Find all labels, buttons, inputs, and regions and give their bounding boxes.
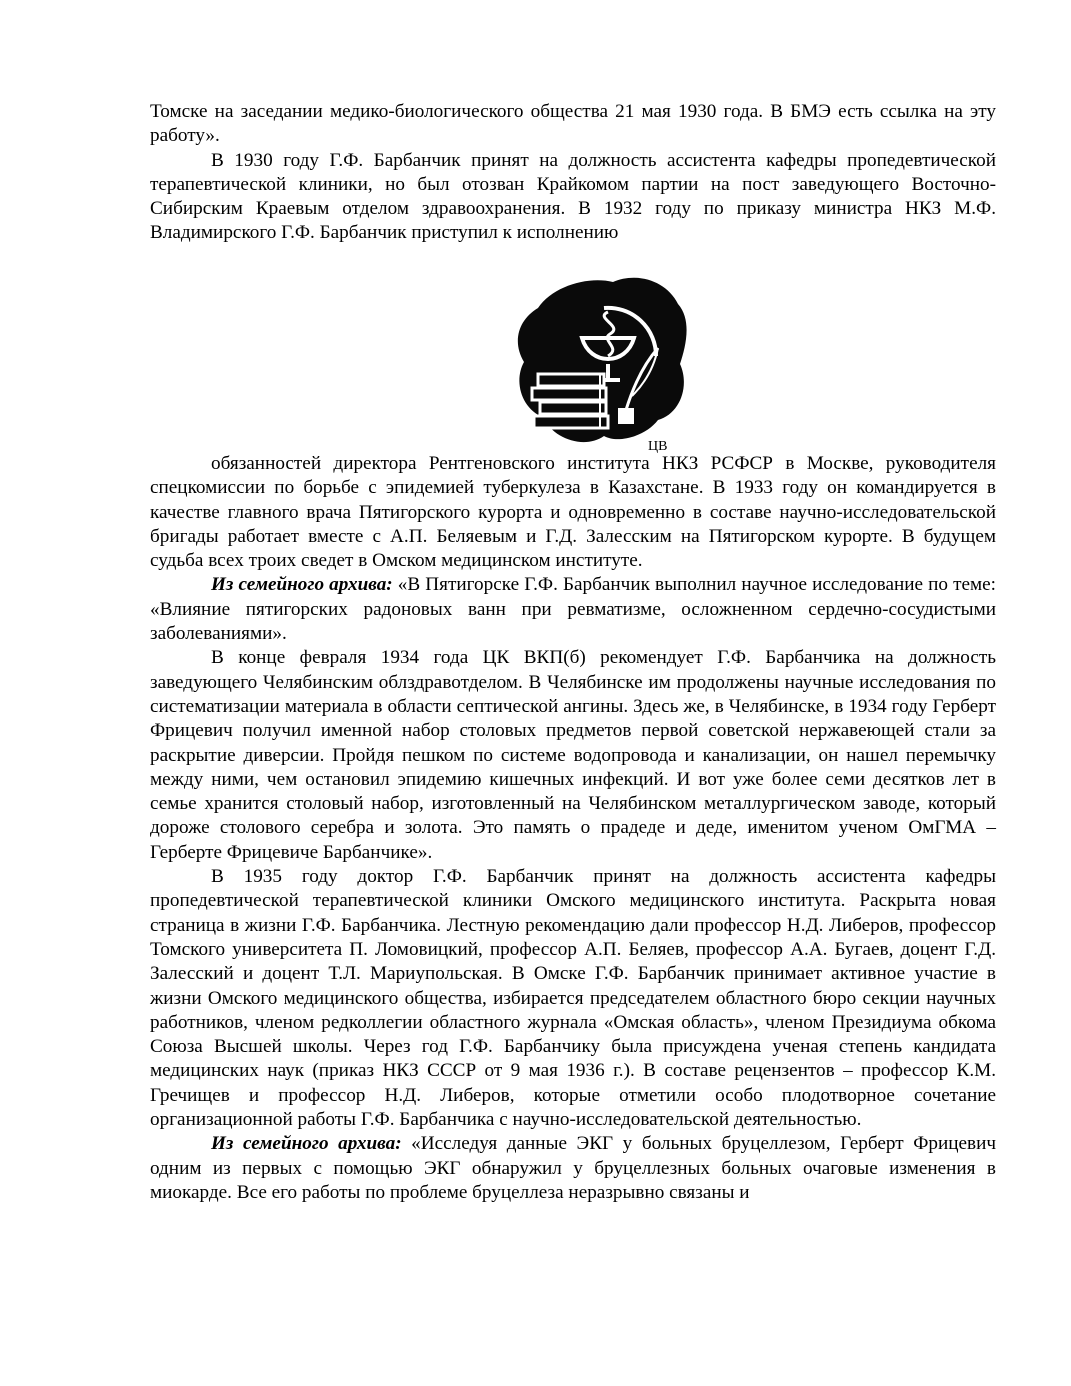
paragraph-1935: В 1935 году доктор Г.Ф. Барбанчик принят на должность ассистента кафедры пропедевтической терапевтической клиники Омского медицинского института. Раскрыта новая страница в жизни Г.Ф. Барбанчика. Лестную рекомендацию дали профессор Н.Д. Либеров, профессор Томского университета П. Ломовицкий, профессор А.П. Беляев, профессор А.А. Бугаев, доцент Г.Д. Залесский и доцент Т.Л. Мариупольская. В Омске Г.Ф. Барбанчик принимает активное участие в жизни Омского медицинского общества, избирается председателем областного бюро секции научных работников, членом редколлегии областного журнала «Омская область», членом Президиума обкома Союза Высшей школы. Через год Г.Ф. Барбанчику была присуждена ученая степень кандидата медицинских наук (приказ НКЗ СССР от 9 мая 1936 г.). В составе рецензентов – профессор К.М. Гречищев и профессор Н.Д. Либеров, которые отметили особо плодотворное сочетание организационной работы Г.Ф. Барбанчика с научно-исследовательской деятельностью. bbox=[150, 866, 996, 1131]
svg-text:ЦВ: ЦВ bbox=[648, 439, 668, 454]
archive-lead: Из семейного архива: bbox=[211, 1133, 402, 1155]
paragraph-moscow: обязанностей директора Рентгеновского института НКЗ РСФСР в Москве, руководителя спецкомиссии по борьбе с эпидемией туберкулеза в Казахстане. В 1933 году он командируется в качестве главного врача Пятигорского курорта и одновременно в составе научно-исследовательской бригады работает вместе с А.П. Беляевым и Г.Д. Залесским на Пятигорском курорте. В будущем судьба всех троих сведет в Омском медицинском институте. bbox=[150, 453, 996, 572]
archive-text: «Исследуя данные ЭКГ у больных бруцеллезом, Герберт Фрицевич одним из первых с помощью ЭКГ обнаружил у бруцеллезных больных очаговые изменения в миокарде. Все его работы по проблеме бруцеллеза неразрывно связаны и bbox=[150, 1133, 996, 1203]
emblem-graphic bbox=[508, 268, 694, 454]
main-text-block bbox=[150, 452, 996, 1205]
paragraph-continuation: Томске на заседании медико-биологического общества 21 мая 1930 года. В БМЭ есть ссылка на эту работу». bbox=[150, 101, 996, 147]
archive-text: «В Пятигорске Г.Ф. Барбанчик выполнил научное исследование по теме: «Влияние пятигорских радоновых ванн при ревматизме, осложненном сердечно-сосудистыми заболеваниями». bbox=[150, 574, 996, 645]
medical-emblem-icon bbox=[508, 268, 694, 454]
paragraph-1930: В 1930 году Г.Ф. Барбанчик принят на должность ассистента кафедры пропедевтической терапевтической клиники, но был отозван Крайкомом партии на пост заведующего Восточно-Сибирским Краевым отделом здравоохранения. В 1932 году по приказу министра НКЗ М.Ф. Владимирского Г.Ф. Барбанчик приступил к исполнению bbox=[150, 149, 996, 244]
top-text-block bbox=[150, 100, 996, 246]
archive-lead: Из семейного архива: bbox=[211, 574, 393, 596]
paragraph-archive-2 bbox=[150, 1132, 996, 1205]
paragraph-1934: В конце февраля 1934 года ЦК ВКП(б) рекомендует Г.Ф. Барбанчика на должность заведующего Челябинским облздравотделом. В Челябинске им продолжены научные исследования по систематизации материала в области септической ангины. Здесь же, в Челябинске, в 1934 году Герберт Фрицевич получил именной набор столовых предметов первой советской нержавеющей стали за раскрытие диверсии. Пройдя пешком по системе водопровода и канализации, он нашел перемычку между ними, чем остановил эпидемию кишечных инфекций. И вот уже более семи десятков лет в семье хранится столовый набор, изготовленный на Челябинском металлургическом заводе, который дороже столового серебра и золота. Это память о прадеде и деде, именитом ученом ОмГМА – Герберте Фрицевиче Барбанчике». bbox=[150, 647, 996, 863]
paragraph-archive-1 bbox=[150, 573, 996, 646]
